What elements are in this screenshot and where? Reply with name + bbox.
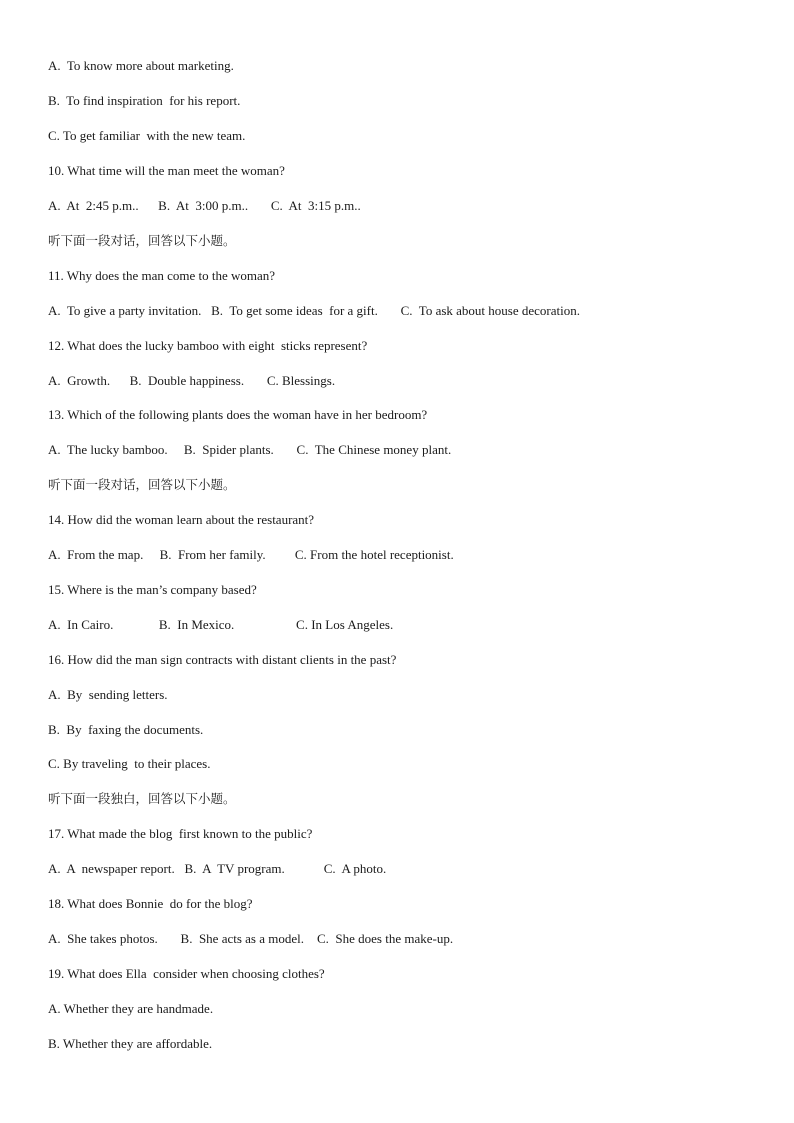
options-q14: A. From the map. B. From her family. C. From the hotel receptionist.: [48, 547, 454, 562]
question-17: 17. What made the blog first known to the public?: [48, 826, 313, 841]
question-16: 16. How did the man sign contracts with distant clients in the past?: [48, 652, 397, 667]
question-11: 11. Why does the man come to the woman?: [48, 268, 276, 283]
question-15: 15. Where is the man’s company based?: [48, 582, 257, 597]
options-q17: A. A newspaper report. B. A TV program. C. A photo.: [48, 861, 387, 876]
option-c-q16: C. By traveling to their places.: [48, 756, 211, 771]
options-q11: A. To give a party invitation. B. To get some ideas for a gift. C. To ask about house decoration.: [48, 303, 580, 318]
question-12: 12. What does the lucky bamboo with eight sticks represent?: [48, 338, 368, 353]
option-b-q9: B. To find inspiration for his report.: [48, 93, 241, 108]
options-q12: A. Growth. B. Double happiness. C. Blessings.: [48, 373, 336, 388]
option-a-q19: A. Whether they are handmade.: [48, 1001, 214, 1016]
option-b-q16: B. By faxing the documents.: [48, 722, 204, 737]
option-a-q16: A. By sending letters.: [48, 687, 168, 702]
options-q13: A. The lucky bamboo. B. Spider plants. C. The Chinese money plant.: [48, 442, 452, 457]
section-instruction: 听下面一段独白，回答以下小题。: [48, 791, 236, 806]
question-18: 18. What does Bonnie do for the blog?: [48, 896, 253, 911]
section-instruction: 听下面一段对话，回答以下小题。: [48, 477, 236, 492]
options-q10: A. At 2:45 p.m.. B. At 3:00 p.m.. C. At 3:15 p.m..: [48, 198, 361, 213]
option-b-q19: B. Whether they are affordable.: [48, 1036, 213, 1051]
question-13: 13. Which of the following plants does the woman have in her bedroom?: [48, 407, 428, 422]
section-instruction: 听下面一段对话，回答以下小题。: [48, 233, 236, 248]
question-14: 14. How did the woman learn about the restaurant?: [48, 512, 315, 527]
option-a-q9: A. To know more about marketing.: [48, 58, 234, 73]
question-19: 19. What does Ella consider when choosing clothes?: [48, 966, 325, 981]
option-c-q9: C. To get familiar with the new team.: [48, 128, 246, 143]
options-q15: A. In Cairo. B. In Mexico. C. In Los Angeles.: [48, 617, 394, 632]
question-10: 10. What time will the man meet the woman?: [48, 163, 285, 178]
options-q18: A. She takes photos. B. She acts as a model. C. She does the make-up.: [48, 931, 454, 946]
